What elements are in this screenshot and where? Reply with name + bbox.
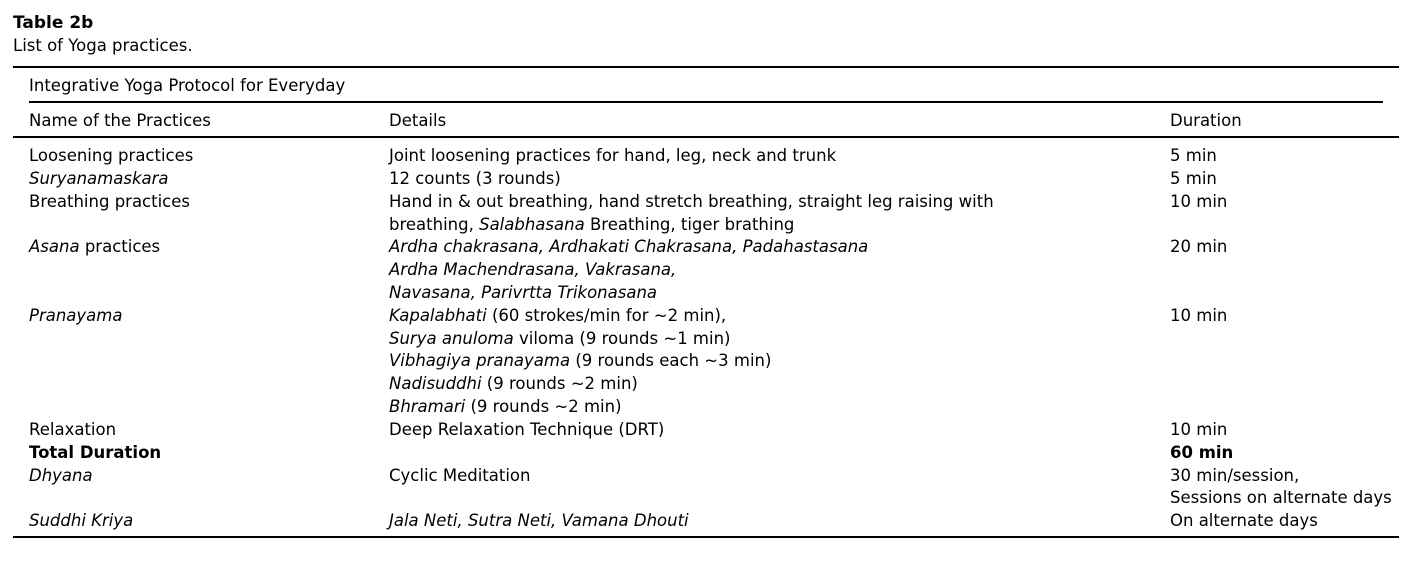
row-name-suddhi-kriya: Suddhi Kriya <box>29 511 134 530</box>
row-details-pranayama-line5 <box>389 395 622 418</box>
text-segment-italic: Vibhagiya pranayama <box>389 351 571 370</box>
row-details-pranayama-line2 <box>389 327 730 350</box>
row-details-loosening: Joint loosening practices for hand, leg, neck and trunk <box>389 146 837 165</box>
row-duration-loosening: 5 min <box>1170 146 1217 165</box>
row-name-breathing: Breathing practices <box>29 192 191 211</box>
table-bottom-rule <box>13 536 1399 538</box>
row-details-suryanamaskara: 12 counts (3 rounds) <box>389 169 561 188</box>
text-segment: (60 strokes/min for ~2 min), <box>486 306 727 325</box>
text-segment-italic: Kapalabhati <box>389 306 487 325</box>
row-duration-pranayama: 10 min <box>1170 306 1228 325</box>
row-duration-asana: 20 min <box>1170 237 1228 256</box>
row-name-dhyana: Dhyana <box>29 466 93 485</box>
text-segment: (9 rounds each ~3 min) <box>570 351 772 370</box>
row-duration-suddhi-kriya: On alternate days <box>1170 511 1318 530</box>
row-details-dhyana: Cyclic Meditation <box>389 466 531 485</box>
header-name: Name of the Practices <box>29 111 211 130</box>
table-caption <box>13 12 193 57</box>
text-segment: Breathing, tiger brathing <box>584 215 795 234</box>
row-name-suryanamaskara: Suryanamaskara <box>29 169 169 188</box>
row-duration-total: 60 min <box>1170 443 1234 462</box>
row-name-pranayama: Pranayama <box>29 306 123 325</box>
text-segment-italic: Nadisuddhi <box>389 374 482 393</box>
row-details-asana-line2: Ardha Machendrasana, Vakrasana, <box>389 260 677 279</box>
text-segment-italic: Bhramari <box>389 397 466 416</box>
section-title: Integrative Yoga Protocol for Everyday <box>29 76 346 95</box>
text-segment-italic: Salabhasana <box>479 215 585 234</box>
table-description: List of Yoga practices. <box>13 36 193 55</box>
header-details: Details <box>389 111 447 130</box>
row-duration-relaxation: 10 min <box>1170 420 1228 439</box>
row-details-pranayama-line1 <box>389 304 726 327</box>
row-duration-suryanamaskara: 5 min <box>1170 169 1217 188</box>
row-name-relaxation: Relaxation <box>29 420 117 439</box>
text-segment: viloma (9 rounds ~1 min) <box>513 329 731 348</box>
row-details-relaxation: Deep Relaxation Technique (DRT) <box>389 420 665 439</box>
row-details-suddhi-kriya: Jala Neti, Sutra Neti, Vamana Dhouti <box>389 511 689 530</box>
row-name-loosening: Loosening practices <box>29 146 194 165</box>
row-duration-dhyana-line1: 30 min/session, <box>1170 466 1300 485</box>
text-segment: (9 rounds ~2 min) <box>481 374 638 393</box>
row-details-pranayama-line4 <box>389 372 638 395</box>
row-name-total: Total Duration <box>29 443 162 462</box>
text-segment-italic: Surya anuloma <box>389 329 514 348</box>
header-rule <box>13 136 1399 138</box>
row-details-breathing-line1: Hand in & out breathing, hand stretch breathing, straight leg raising with <box>389 192 994 211</box>
table-top-rule <box>13 66 1399 68</box>
text-segment: breathing, <box>389 215 480 234</box>
header-duration: Duration <box>1170 111 1242 130</box>
row-duration-dhyana-line2: Sessions on alternate days <box>1170 488 1392 507</box>
row-details-pranayama-line3 <box>389 349 771 372</box>
text-segment: practices <box>79 237 161 256</box>
section-rule <box>29 101 1383 103</box>
row-name-asana <box>29 235 160 258</box>
row-details-asana-line1: Ardha chakrasana, Ardhakati Chakrasana, Padahastasana <box>389 237 869 256</box>
text-segment: (9 rounds ~2 min) <box>465 397 622 416</box>
table-number: Table 2b <box>13 13 94 33</box>
row-details-asana-line3: Navasana, Parivrtta Trikonasana <box>389 283 658 302</box>
row-details-breathing-line2 <box>389 213 794 236</box>
row-duration-breathing: 10 min <box>1170 192 1228 211</box>
text-segment-italic: Asana <box>29 237 80 256</box>
